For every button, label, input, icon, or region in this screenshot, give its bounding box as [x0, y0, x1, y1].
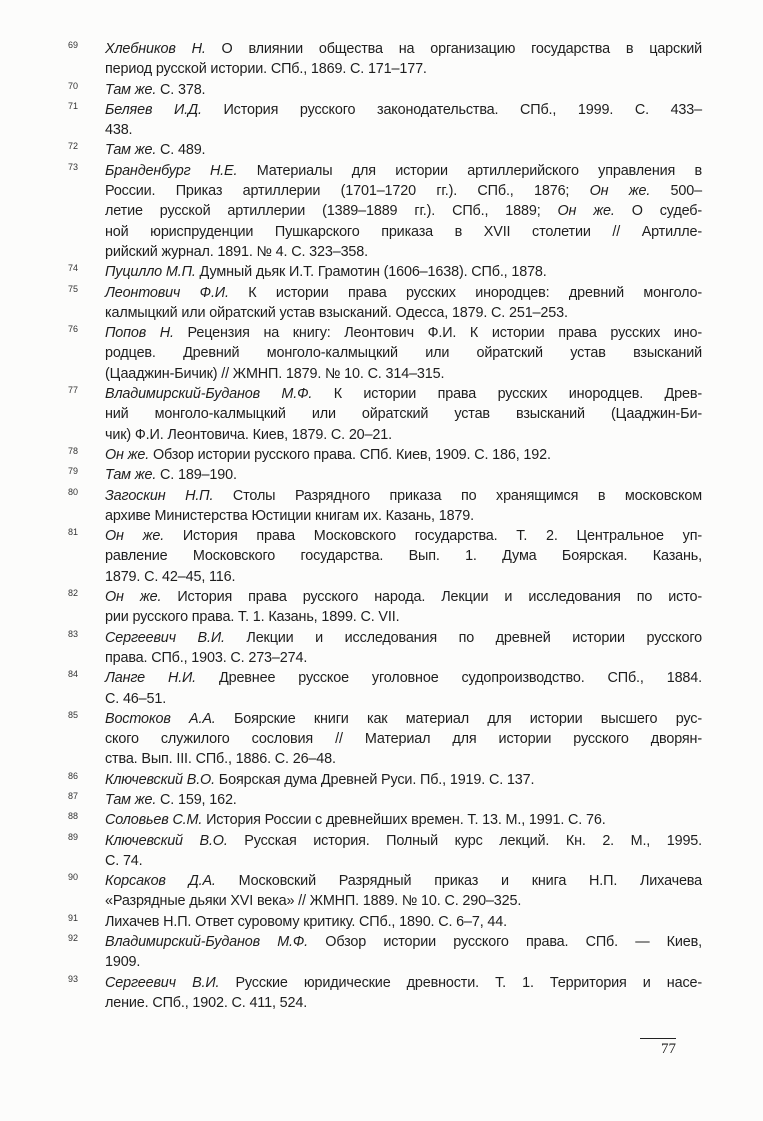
citation-text: равление Московского государства. Вып. 1. Дума Боярская. Казань, [105, 548, 702, 565]
citation-text: С. 378. [156, 81, 206, 98]
footnote-line [105, 59, 702, 79]
author-name: Бранденбург Н.Е. [105, 162, 238, 179]
footnote [68, 465, 702, 485]
footnote [68, 486, 702, 527]
footnote-line [105, 445, 702, 465]
footnote-line [105, 567, 702, 587]
citation-text: Столы Разрядного приказа по хранящимся в московском [213, 487, 702, 504]
citation-text: 500– [650, 183, 702, 200]
footnote-number: 80 [68, 486, 79, 497]
footnote-number: 87 [68, 790, 79, 801]
author-name: Попов Н. [105, 325, 174, 342]
citation-text: Лихачев Н.П. Ответ суровому критику. СПб., 1890. С. 6–7, 44. [105, 913, 507, 930]
footnote-number: 86 [68, 770, 79, 781]
citation-text: О влиянии общества на организацию государства в царский [205, 41, 702, 57]
footnote-number: 91 [68, 912, 79, 923]
author-name: Хлебников Н. [105, 41, 206, 57]
citation-text: О судеб- [614, 203, 702, 220]
footnote-number: 76 [68, 324, 79, 335]
footnote-line [105, 749, 702, 769]
footnote-line [105, 546, 702, 566]
citation-text: Боярская дума Древней Руси. Пб., 1919. С. 137. [214, 771, 535, 788]
footnote-line [105, 323, 702, 343]
citation-text: архиве Министерства Юстиции книгам их. Казань, 1879. [105, 507, 474, 524]
author-name: Владимирский-Буданов М.Ф. [105, 386, 313, 403]
footnote-number: 79 [68, 466, 79, 477]
citation-text: Боярские книги как материал для истории высшего рус- [215, 710, 702, 727]
citation-text: России. Приказ артиллерии (1701–1720 гг.). СПб., 1876; [105, 183, 590, 200]
author-name: Беляев И.Д. [105, 101, 202, 118]
footnote-number: 71 [68, 100, 79, 111]
footnote-line [105, 993, 702, 1013]
author-name: Он же. [105, 446, 150, 463]
footnote-line [105, 486, 702, 506]
footnote [68, 770, 702, 790]
footnote-line [105, 465, 702, 485]
citation-text: История русского законодательства. СПб., 1999. С. 433– [201, 101, 702, 118]
footnote [68, 384, 702, 445]
footnote [68, 790, 702, 810]
footnote [68, 810, 702, 830]
footnote [68, 932, 702, 973]
citation-text: рии русского права. Т. 1. Казань, 1899. С. VII. [105, 609, 400, 626]
author-name: Пуцилло М.П. [105, 264, 196, 281]
citation-text: Обзор истории русского права. СПб. — Киев, [308, 934, 702, 951]
footnote-line [105, 140, 702, 160]
footnote-number: 81 [68, 527, 79, 538]
footnote-line [105, 729, 702, 749]
footnote-line [105, 425, 702, 445]
footnote-number: 85 [68, 709, 79, 720]
citation-text: История права русского народа. Лекции и исследования по исто- [161, 589, 702, 606]
citation-text: чик) Ф.И. Леонтовича. Киев, 1879. С. 20–21. [105, 426, 392, 443]
footnote-line [105, 891, 702, 911]
footnote [68, 323, 702, 384]
citation-text: История России с древнейших времен. Т. 13. М., 1991. С. 76. [202, 812, 606, 829]
footnote-line [105, 364, 702, 384]
footnote-line [105, 201, 702, 221]
footnote-number: 82 [68, 588, 79, 599]
footnote-line [105, 689, 702, 709]
footnote-line [105, 628, 702, 648]
footnote [68, 39, 702, 80]
citation-text: С. 46–51. [105, 690, 167, 707]
footnote-line [105, 384, 702, 404]
footnote-number: 90 [68, 872, 79, 883]
footnote-line [105, 932, 702, 952]
footnote-number: 93 [68, 973, 79, 984]
citation-text: Материалы для истории артиллерийского управления в [237, 162, 702, 179]
footnote-line [105, 587, 702, 607]
author-name: Корсаков Д.А. [105, 873, 216, 890]
footnote [68, 283, 702, 324]
footnote [68, 831, 702, 872]
footnote [68, 445, 702, 465]
footnote-line [105, 222, 702, 242]
citation-text: период русской истории. СПб., 1869. С. 171–177. [105, 61, 427, 78]
citation-text: родцев. Древний монголо-калмыцкий или ойратский устав взысканий [105, 345, 702, 362]
footnote-line [105, 871, 702, 891]
citation-text: 1879. С. 42–45, 116. [105, 568, 236, 585]
footnote-number: 70 [68, 80, 79, 91]
citation-text: ства. Вып. III. СПб., 1886. С. 26–48. [105, 751, 336, 768]
footnote [68, 262, 702, 282]
footnote-line [105, 851, 702, 871]
author-name: Там же. [105, 467, 157, 484]
footnote-line [105, 120, 702, 140]
footnote-line [105, 668, 702, 688]
citation-text: С. 74. [105, 852, 143, 869]
citation-text: Рецензия на книгу: Леонтович Ф.И. К истории права русских ино- [173, 325, 702, 342]
citation-text: История права Московского государства. Т. 2. Центральное уп- [164, 528, 702, 545]
citation-text: летие русской артиллерии (1389–1889 гг.). СПб., 1889; [105, 203, 558, 220]
author-name: Востоков А.А. [105, 710, 216, 727]
citation-text: ление. СПб., 1902. С. 411, 524. [105, 994, 308, 1011]
author-name: Он же. [105, 589, 162, 606]
citation-text: Древнее русское уголовное судопроизводство. СПб., 1884. [196, 670, 702, 687]
footnote-number: 84 [68, 669, 79, 680]
citation-text: Обзор истории русского права. СПб. Киев, 1909. С. 186, 192. [149, 446, 551, 463]
footnote-line [105, 973, 702, 993]
footnote [68, 973, 702, 1014]
author-name: Он же. [589, 183, 651, 200]
citation-text: К истории права русских инородцев. Древ- [312, 386, 702, 403]
footnote-number: 72 [68, 141, 79, 152]
footnote [68, 80, 702, 100]
footnote-number: 73 [68, 161, 79, 172]
footnote-line [105, 161, 702, 181]
footnote-line [105, 831, 702, 851]
citation-text: (Цааджин-Бичик) // ЖМНП. 1879. № 10. С. 314–315. [105, 365, 445, 382]
footnote [68, 161, 702, 262]
citation-text: права. СПб., 1903. С. 273–274. [105, 649, 308, 666]
footnote-line [105, 607, 702, 627]
author-name: Ключевский В.О. [105, 832, 228, 849]
author-name: Ключевский В.О. [105, 771, 215, 788]
citation-text: Русская история. Полный курс лекций. Кн. 2. М., 1995. [227, 832, 702, 849]
footnote-number: 83 [68, 628, 79, 639]
footnote-line [105, 283, 702, 303]
author-name: Загоскин Н.П. [105, 487, 214, 504]
footnote [68, 912, 702, 932]
footnote-line [105, 770, 702, 790]
citation-text: Лекции и исследования по древней истории русского [224, 629, 702, 646]
footnote-line [105, 810, 702, 830]
author-name: Ланге Н.И. [105, 670, 197, 687]
footnote-line [105, 648, 702, 668]
footnote [68, 100, 702, 141]
citation-text: 1909. [105, 954, 141, 971]
footnote-line [105, 80, 702, 100]
footnote-line [105, 912, 702, 932]
footnote-line [105, 181, 702, 201]
author-name: Там же. [105, 791, 157, 808]
author-name: Леонтович Ф.И. [105, 284, 229, 301]
footnote-line [105, 404, 702, 424]
citation-text: Думный дьяк И.Т. Грамотин (1606–1638). СПб., 1878. [195, 264, 547, 281]
citation-text: С. 489. [156, 142, 206, 159]
footnote-line [105, 343, 702, 363]
footnote-line [105, 709, 702, 729]
citation-text: ского служилого сословия // Материал для истории русского дворян- [105, 731, 702, 748]
footnote-line [105, 39, 702, 59]
footnote [68, 526, 702, 587]
author-name: Сергеевич В.И. [105, 629, 225, 646]
citation-text: 438. [105, 122, 133, 139]
footnote-number: 75 [68, 283, 79, 294]
footnote-number: 92 [68, 933, 79, 944]
author-name: Он же. [557, 203, 615, 220]
page-number: 77 [640, 1038, 676, 1058]
footnote-line [105, 526, 702, 546]
footnote-line [105, 506, 702, 526]
citation-text: рийский журнал. 1891. № 4. С. 323–358. [105, 243, 368, 260]
footnote-number: 78 [68, 445, 79, 456]
footnote-number: 77 [68, 385, 79, 396]
citation-text: Русские юридические древности. Т. 1. Территория и насе- [219, 974, 703, 991]
footnote-number: 74 [68, 263, 79, 274]
citation-text: Московский Разрядный приказ и книга Н.П. Лихачева [215, 873, 702, 890]
citation-text: «Разрядные дьяки XVI века» // ЖМНП. 1889. № 10. С. 290–325. [105, 893, 522, 910]
footnote [68, 587, 702, 628]
footnote-line [105, 790, 702, 810]
citation-text: ной юриспруденции Пушкарского приказа в XVII столетии // Артилле- [105, 223, 702, 240]
footnote-number: 69 [68, 40, 79, 50]
footnote-number: 89 [68, 831, 79, 842]
author-name: Соловьев С.М. [105, 812, 203, 829]
footnote-number: 88 [68, 811, 79, 822]
author-name: Он же. [105, 528, 165, 545]
author-name: Владимирский-Буданов М.Ф. [105, 934, 309, 951]
footnote [68, 668, 702, 709]
author-name: Сергеевич В.И. [105, 974, 220, 991]
footnote [68, 709, 702, 770]
citation-text: С. 159, 162. [156, 791, 237, 808]
footnotes-list [68, 39, 702, 1013]
footnote-line [105, 952, 702, 972]
author-name: Там же. [105, 142, 157, 159]
footnote-line [105, 100, 702, 120]
citation-text: К истории права русских инородцев: древний монголо- [228, 284, 703, 301]
footnote [68, 628, 702, 669]
author-name: Там же. [105, 81, 157, 98]
footnote-line [105, 303, 702, 323]
citation-text: ний монголо-калмыцкий или ойратский устав взысканий (Цааджин-Би- [105, 406, 702, 423]
footnote [68, 871, 702, 912]
footnote-line [105, 262, 702, 282]
footnote-line [105, 242, 702, 262]
citation-text: С. 189–190. [156, 467, 237, 484]
footnote [68, 140, 702, 160]
citation-text: калмыцкий или ойратский устав взысканий. Одесса, 1879. С. 251–253. [105, 304, 568, 321]
